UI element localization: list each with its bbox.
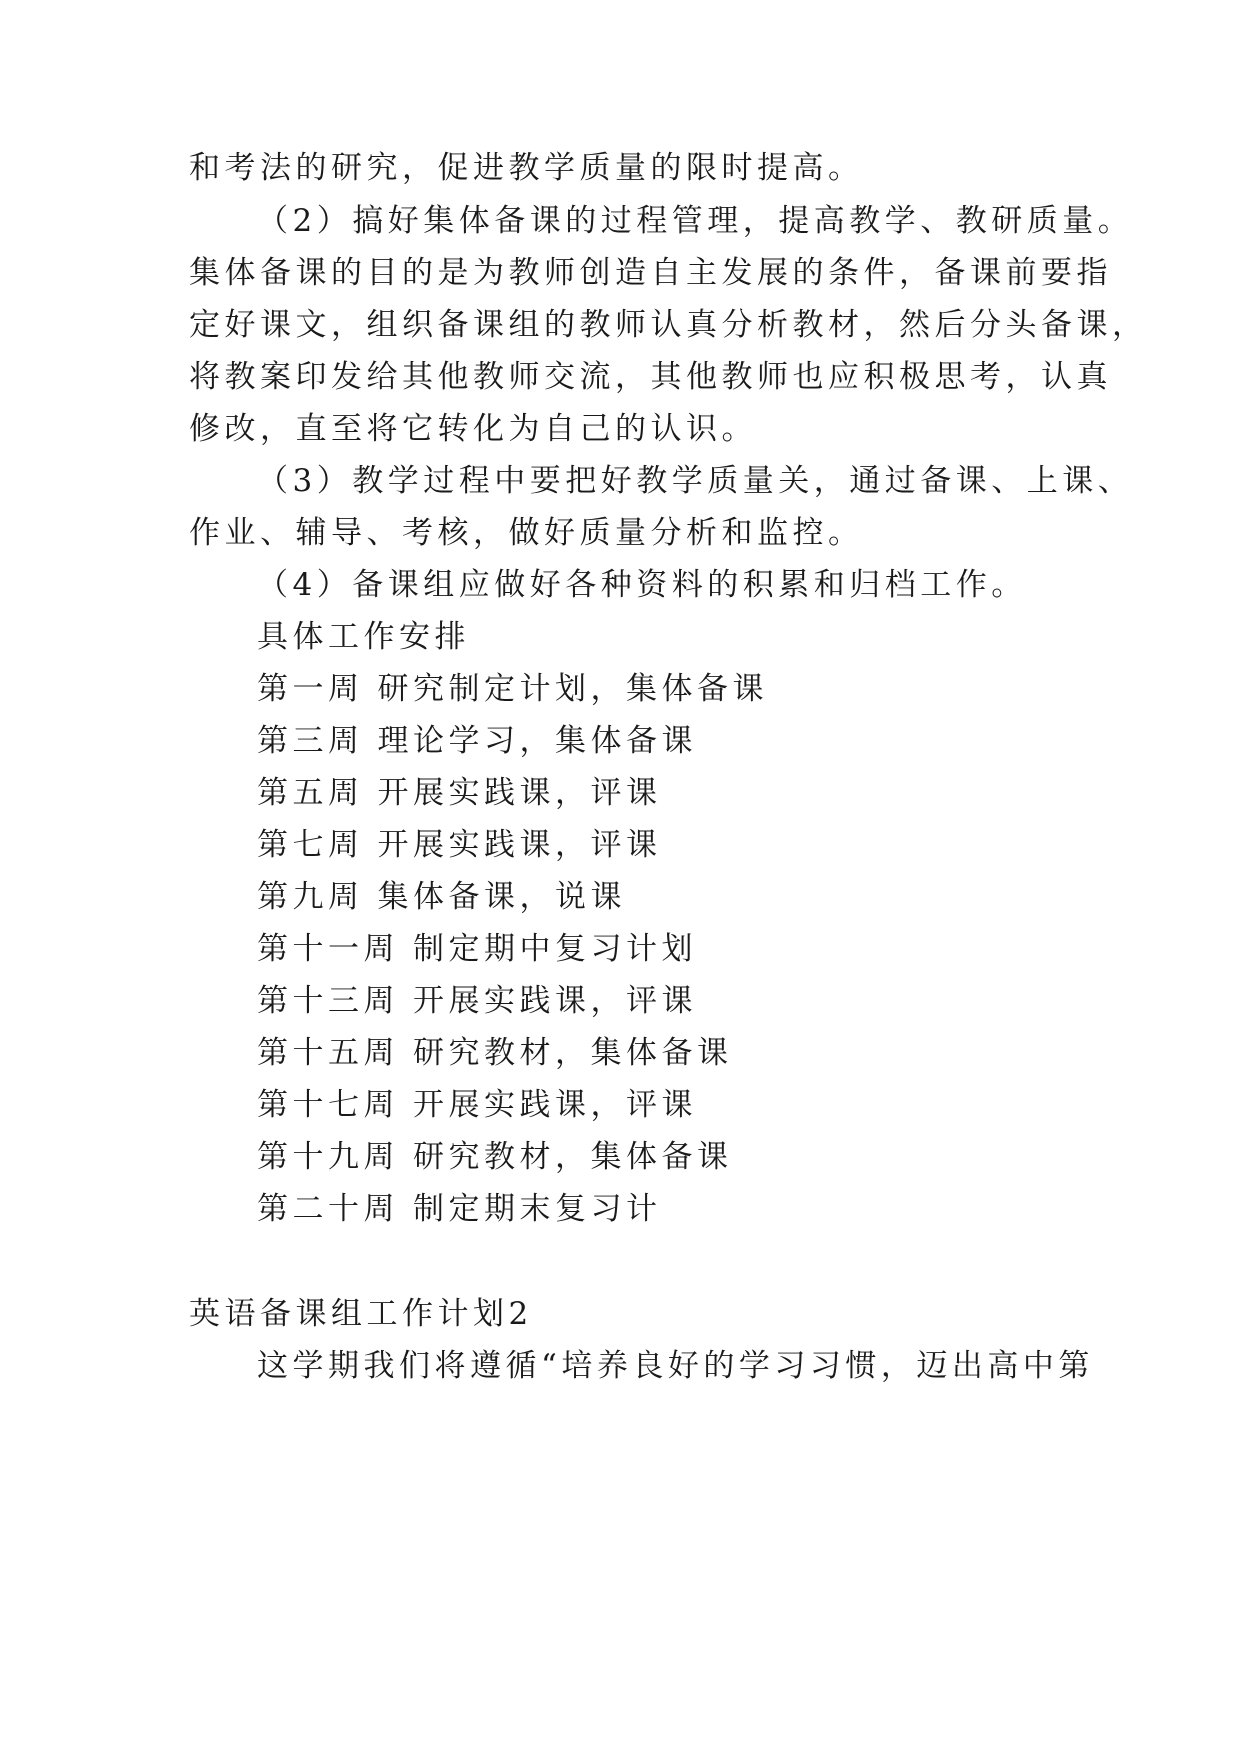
schedule-row	[257, 721, 697, 761]
schedule-week: 第二十周	[257, 1191, 399, 1227]
schedule-row	[257, 1189, 662, 1229]
section-title: 英语备课组工作计划2	[189, 1296, 533, 1332]
schedule-week: 第九周	[257, 879, 364, 915]
schedule-row	[257, 669, 768, 709]
paragraph-line: 集体备课的目的是为教师创造自主发展的条件，备课前要指	[189, 255, 1112, 291]
schedule-week: 第十一周	[257, 931, 399, 967]
schedule-week: 第七周	[257, 827, 364, 863]
schedule-week: 第十七周	[257, 1087, 399, 1123]
schedule-task: 制定期中复习计划	[413, 931, 697, 967]
schedule-task: 研究教材，集体备课	[413, 1139, 733, 1175]
schedule-task: 理论学习，集体备课	[377, 723, 697, 759]
schedule-task: 研究教材，集体备课	[413, 1035, 733, 1071]
schedule-row	[257, 773, 662, 813]
schedule-week: 第十九周	[257, 1139, 399, 1175]
schedule-row	[257, 981, 697, 1021]
schedule-heading: 具体工作安排	[257, 619, 470, 655]
paragraph-line: 将教案印发给其他教师交流，其他教师也应积极思考，认真	[189, 359, 1112, 395]
paragraph-line: （4）备课组应做好各种资料的积累和归档工作。	[257, 567, 1027, 603]
paragraph-line: 和考法的研究，促进教学质量的限时提高。	[189, 150, 864, 186]
schedule-task: 研究制定计划，集体备课	[377, 671, 768, 707]
schedule-week: 第一周	[257, 671, 364, 707]
schedule-row	[257, 1137, 733, 1177]
schedule-task: 开展实践课，评课	[413, 1087, 697, 1123]
schedule-row	[257, 929, 697, 969]
schedule-task: 集体备课，说课	[377, 879, 626, 915]
schedule-week: 第五周	[257, 775, 364, 811]
schedule-row	[257, 1033, 733, 1073]
schedule-task: 开展实践课，评课	[377, 775, 662, 811]
schedule-row	[257, 825, 662, 865]
schedule-task: 制定期末复习计	[413, 1191, 662, 1227]
schedule-row	[257, 1085, 697, 1125]
schedule-row	[257, 877, 626, 917]
paragraph-line: （3）教学过程中要把好教学质量关，通过备课、上课、	[257, 463, 1134, 499]
schedule-week: 第三周	[257, 723, 364, 759]
paragraph-line: 定好课文，组织备课组的教师认真分析教材，然后分头备课，	[189, 307, 1148, 343]
paragraph-line: （2）搞好集体备课的过程管理，提高教学、教研质量。	[257, 203, 1134, 239]
paragraph-line: 作业、辅导、考核，做好质量分析和监控。	[189, 515, 864, 551]
schedule-week: 第十五周	[257, 1035, 399, 1071]
schedule-task: 开展实践课，评课	[413, 983, 697, 1019]
paragraph-line: 修改，直至将它转化为自己的认识。	[189, 411, 757, 447]
schedule-task: 开展实践课，评课	[377, 827, 662, 863]
schedule-week: 第十三周	[257, 983, 399, 1019]
paragraph-line: 这学期我们将遵循“培养良好的学习习惯，迈出高中第	[257, 1348, 1094, 1384]
